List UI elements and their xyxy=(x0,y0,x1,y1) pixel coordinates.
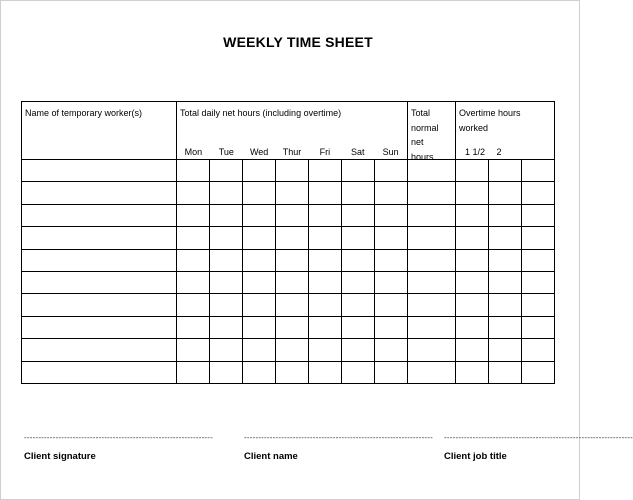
table-header-row xyxy=(22,102,555,160)
overtime-extra-cell[interactable] xyxy=(522,316,555,338)
fri-cell[interactable] xyxy=(309,204,342,226)
day-mon: Mon xyxy=(184,147,203,157)
normal-hours-cell[interactable] xyxy=(408,227,456,249)
overtime-extra-cell[interactable] xyxy=(522,361,555,383)
day-wed: Wed xyxy=(249,147,269,157)
header-total-normal-label xyxy=(411,106,439,164)
table-row xyxy=(22,227,555,249)
overtime-extra-cell[interactable] xyxy=(522,227,555,249)
tue-cell[interactable] xyxy=(210,227,243,249)
worker-name-cell[interactable] xyxy=(22,160,177,182)
day-sun: Sun xyxy=(382,147,399,157)
overtime-2-cell[interactable] xyxy=(489,361,522,383)
wed-cell[interactable] xyxy=(243,271,276,293)
sat-cell[interactable] xyxy=(342,160,375,182)
normal-hours-cell[interactable] xyxy=(408,249,456,271)
sat-cell[interactable] xyxy=(342,294,375,316)
sat-cell[interactable] xyxy=(342,271,375,293)
thur-cell[interactable] xyxy=(276,294,309,316)
wed-cell[interactable] xyxy=(243,182,276,204)
client-job-title-line: ------------------------------------------------------------------ xyxy=(444,433,633,442)
sun-cell[interactable] xyxy=(375,294,408,316)
table-row xyxy=(22,294,555,316)
tue-cell[interactable] xyxy=(210,294,243,316)
timesheet-table xyxy=(21,101,555,384)
overtime-1-5-cell[interactable] xyxy=(456,227,489,249)
header-normal-line-1: Total xyxy=(411,108,431,118)
fri-cell[interactable] xyxy=(309,271,342,293)
table-row xyxy=(22,160,555,182)
sun-cell[interactable] xyxy=(375,160,408,182)
mon-cell[interactable] xyxy=(177,204,210,226)
fri-cell[interactable] xyxy=(309,182,342,204)
mon-cell[interactable] xyxy=(177,249,210,271)
tue-cell[interactable] xyxy=(210,316,243,338)
sun-cell[interactable] xyxy=(375,182,408,204)
header-overtime-label xyxy=(459,106,521,135)
table-row xyxy=(22,204,555,226)
mon-cell[interactable] xyxy=(177,294,210,316)
day-fri: Fri xyxy=(319,147,331,157)
mon-cell[interactable] xyxy=(177,182,210,204)
normal-hours-cell[interactable] xyxy=(408,271,456,293)
wed-cell[interactable] xyxy=(243,316,276,338)
overtime-rate-labels xyxy=(465,147,502,158)
sun-cell[interactable] xyxy=(375,316,408,338)
fri-cell[interactable] xyxy=(309,316,342,338)
fri-cell[interactable] xyxy=(309,160,342,182)
overtime-2-cell[interactable] xyxy=(489,271,522,293)
overtime-1-5-cell[interactable] xyxy=(456,294,489,316)
fri-cell[interactable] xyxy=(309,227,342,249)
client-name-block xyxy=(244,433,433,462)
sun-cell[interactable] xyxy=(375,271,408,293)
client-job-title-label: Client job title xyxy=(444,451,507,462)
sat-cell[interactable] xyxy=(342,361,375,383)
page-title: WEEKLY TIME SHEET xyxy=(223,34,373,50)
header-worker-name xyxy=(22,102,177,160)
overtime-2-cell[interactable] xyxy=(489,204,522,226)
header-daily-hours-label: Total daily net hours (including overtime) xyxy=(180,108,342,118)
client-name-line: ------------------------------------------------------------------ xyxy=(244,433,434,442)
client-name-label: Client name xyxy=(244,451,298,462)
overtime-2-cell[interactable] xyxy=(489,339,522,361)
wed-cell[interactable] xyxy=(243,160,276,182)
normal-hours-cell[interactable] xyxy=(408,294,456,316)
sat-cell[interactable] xyxy=(342,227,375,249)
overtime-extra-cell[interactable] xyxy=(522,249,555,271)
header-overtime-line-1: Overtime hours xyxy=(459,108,521,118)
tue-cell[interactable] xyxy=(210,204,243,226)
mon-cell[interactable] xyxy=(177,271,210,293)
overtime-2-cell[interactable] xyxy=(489,182,522,204)
overtime-1-5-cell[interactable] xyxy=(456,182,489,204)
overtime-1-5-cell[interactable] xyxy=(456,339,489,361)
overtime-rate-1-5: 1 1/2 xyxy=(465,147,486,157)
client-signature-block xyxy=(24,433,213,462)
tue-cell[interactable] xyxy=(210,249,243,271)
tue-cell[interactable] xyxy=(210,271,243,293)
wed-cell[interactable] xyxy=(243,227,276,249)
overtime-1-5-cell[interactable] xyxy=(456,316,489,338)
wed-cell[interactable] xyxy=(243,294,276,316)
header-normal-line-2: normal xyxy=(411,122,439,133)
wed-cell[interactable] xyxy=(243,204,276,226)
header-normal-line-3: net xyxy=(411,137,424,147)
thur-cell[interactable] xyxy=(276,204,309,226)
day-tue: Tue xyxy=(218,147,234,157)
sat-cell[interactable] xyxy=(342,249,375,271)
tue-cell[interactable] xyxy=(210,339,243,361)
thur-cell[interactable] xyxy=(276,249,309,271)
sat-cell[interactable] xyxy=(342,204,375,226)
fri-cell[interactable] xyxy=(309,361,342,383)
overtime-2-cell[interactable] xyxy=(489,227,522,249)
overtime-1-5-cell[interactable] xyxy=(456,160,489,182)
sun-cell[interactable] xyxy=(375,227,408,249)
wed-cell[interactable] xyxy=(243,249,276,271)
overtime-2-cell[interactable] xyxy=(489,160,522,182)
overtime-extra-cell[interactable] xyxy=(522,271,555,293)
header-total-normal-hours xyxy=(408,102,456,160)
sun-cell[interactable] xyxy=(375,204,408,226)
thur-cell[interactable] xyxy=(276,182,309,204)
tue-cell[interactable] xyxy=(210,361,243,383)
worker-name-cell[interactable] xyxy=(22,361,177,383)
overtime-1-5-cell[interactable] xyxy=(456,204,489,226)
normal-hours-cell[interactable] xyxy=(408,339,456,361)
client-signature-line: ------------------------------------------------------------------ xyxy=(24,433,214,442)
sat-cell[interactable] xyxy=(342,182,375,204)
sun-cell[interactable] xyxy=(375,361,408,383)
header-worker-name-label: Name of temporary worker(s) xyxy=(25,108,143,118)
overtime-2-cell[interactable] xyxy=(489,249,522,271)
mon-cell[interactable] xyxy=(177,160,210,182)
mon-cell[interactable] xyxy=(177,316,210,338)
table-row xyxy=(22,339,555,361)
day-thur: Thur xyxy=(282,147,302,157)
day-labels xyxy=(177,147,407,158)
thur-cell[interactable] xyxy=(276,361,309,383)
worker-name-cell[interactable] xyxy=(22,204,177,226)
thur-cell[interactable] xyxy=(276,271,309,293)
overtime-2-cell[interactable] xyxy=(489,294,522,316)
thur-cell[interactable] xyxy=(276,316,309,338)
thur-cell[interactable] xyxy=(276,339,309,361)
overtime-rate-2: 2 xyxy=(496,147,502,157)
overtime-extra-cell[interactable] xyxy=(522,294,555,316)
normal-hours-cell[interactable] xyxy=(408,316,456,338)
worker-name-cell[interactable] xyxy=(22,249,177,271)
fri-cell[interactable] xyxy=(309,339,342,361)
worker-name-cell[interactable] xyxy=(22,182,177,204)
client-job-title-block xyxy=(444,433,633,462)
table-row xyxy=(22,271,555,293)
normal-hours-cell[interactable] xyxy=(408,361,456,383)
day-sat: Sat xyxy=(350,147,365,157)
worker-name-cell[interactable] xyxy=(22,339,177,361)
thur-cell[interactable] xyxy=(276,227,309,249)
header-overtime-hours xyxy=(456,102,555,160)
overtime-extra-cell[interactable] xyxy=(522,339,555,361)
worker-name-cell[interactable] xyxy=(22,294,177,316)
worker-name-cell[interactable] xyxy=(22,227,177,249)
overtime-extra-cell[interactable] xyxy=(522,182,555,204)
table-row xyxy=(22,316,555,338)
fri-cell[interactable] xyxy=(309,249,342,271)
sat-cell[interactable] xyxy=(342,316,375,338)
table-row xyxy=(22,182,555,204)
sat-cell[interactable] xyxy=(342,339,375,361)
wed-cell[interactable] xyxy=(243,339,276,361)
table-row xyxy=(22,249,555,271)
header-daily-hours xyxy=(177,102,408,160)
overtime-2-cell[interactable] xyxy=(489,316,522,338)
overtime-extra-cell[interactable] xyxy=(522,204,555,226)
overtime-extra-cell[interactable] xyxy=(522,160,555,182)
wed-cell[interactable] xyxy=(243,361,276,383)
normal-hours-cell[interactable] xyxy=(408,182,456,204)
tue-cell[interactable] xyxy=(210,160,243,182)
sun-cell[interactable] xyxy=(375,339,408,361)
mon-cell[interactable] xyxy=(177,227,210,249)
table-row xyxy=(22,361,555,383)
sun-cell[interactable] xyxy=(375,249,408,271)
mon-cell[interactable] xyxy=(177,339,210,361)
overtime-1-5-cell[interactable] xyxy=(456,361,489,383)
fri-cell[interactable] xyxy=(309,294,342,316)
header-overtime-line-2: worked xyxy=(459,122,489,133)
worker-name-cell[interactable] xyxy=(22,271,177,293)
overtime-1-5-cell[interactable] xyxy=(456,271,489,293)
worker-name-cell[interactable] xyxy=(22,316,177,338)
mon-cell[interactable] xyxy=(177,361,210,383)
thur-cell[interactable] xyxy=(276,160,309,182)
normal-hours-cell[interactable] xyxy=(408,204,456,226)
header-normal-line-4: hours xyxy=(411,151,434,162)
client-signature-label: Client signature xyxy=(24,451,96,462)
timesheet-table-wrap xyxy=(21,101,555,384)
overtime-1-5-cell[interactable] xyxy=(456,249,489,271)
tue-cell[interactable] xyxy=(210,182,243,204)
